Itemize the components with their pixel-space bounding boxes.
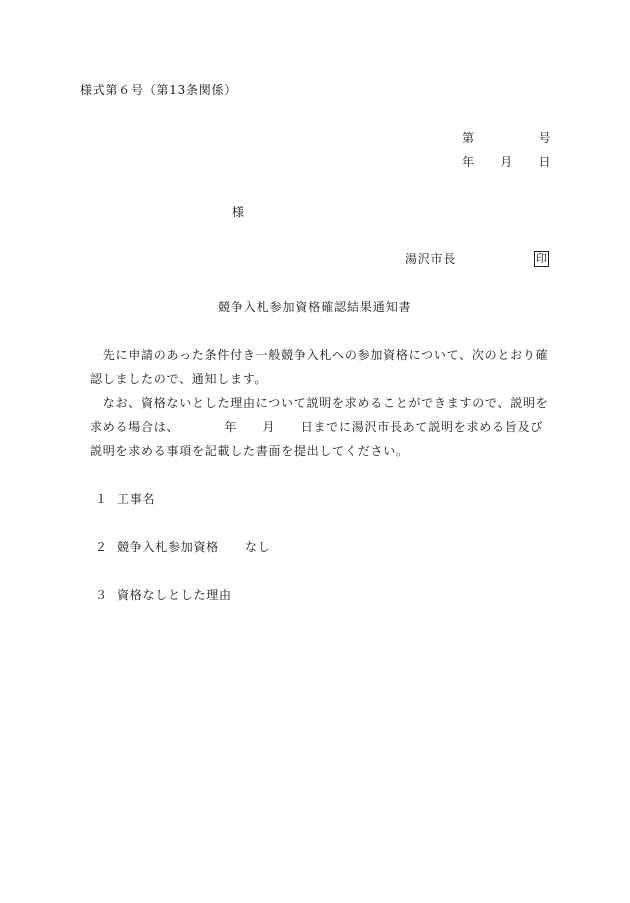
item-number: １ (95, 492, 108, 506)
body-line: 先に申請のあった条件付き一般競争入札への参加資格について、次のとおり確 (90, 348, 549, 362)
body-line: 認しましたので、通知します。 (90, 372, 268, 386)
form-number: 様式第６号（第13条関係） (80, 83, 238, 97)
item-label-qualification: 競争入札参加資格 (117, 540, 220, 554)
item-value-qualification: なし (245, 540, 271, 554)
addressee-honorific: 様 (232, 205, 245, 219)
body-line: 求める場合は、 年 月 日までに湯沢市長あて説明を求める旨及び (90, 420, 544, 434)
issue-date: 年 月 日 (462, 155, 552, 169)
item-label-construction-name: 工事名 (117, 492, 156, 506)
body-line: 説明を求める事項を記載した書面を提出してください。 (90, 444, 409, 458)
body-line: なお、資格ないとした理由について説明を求めることができますので、説明を (90, 396, 549, 410)
document-number: 第 号 (462, 131, 552, 145)
seal-mark-icon: 印 (536, 252, 547, 265)
document-title: 競争入札参加資格確認結果通知書 (218, 300, 412, 314)
item-number: ３ (95, 588, 108, 602)
issuer-name: 湯沢市長 (405, 252, 457, 266)
item-label-reason: 資格なしとした理由 (117, 588, 232, 602)
item-number: ２ (95, 540, 108, 554)
